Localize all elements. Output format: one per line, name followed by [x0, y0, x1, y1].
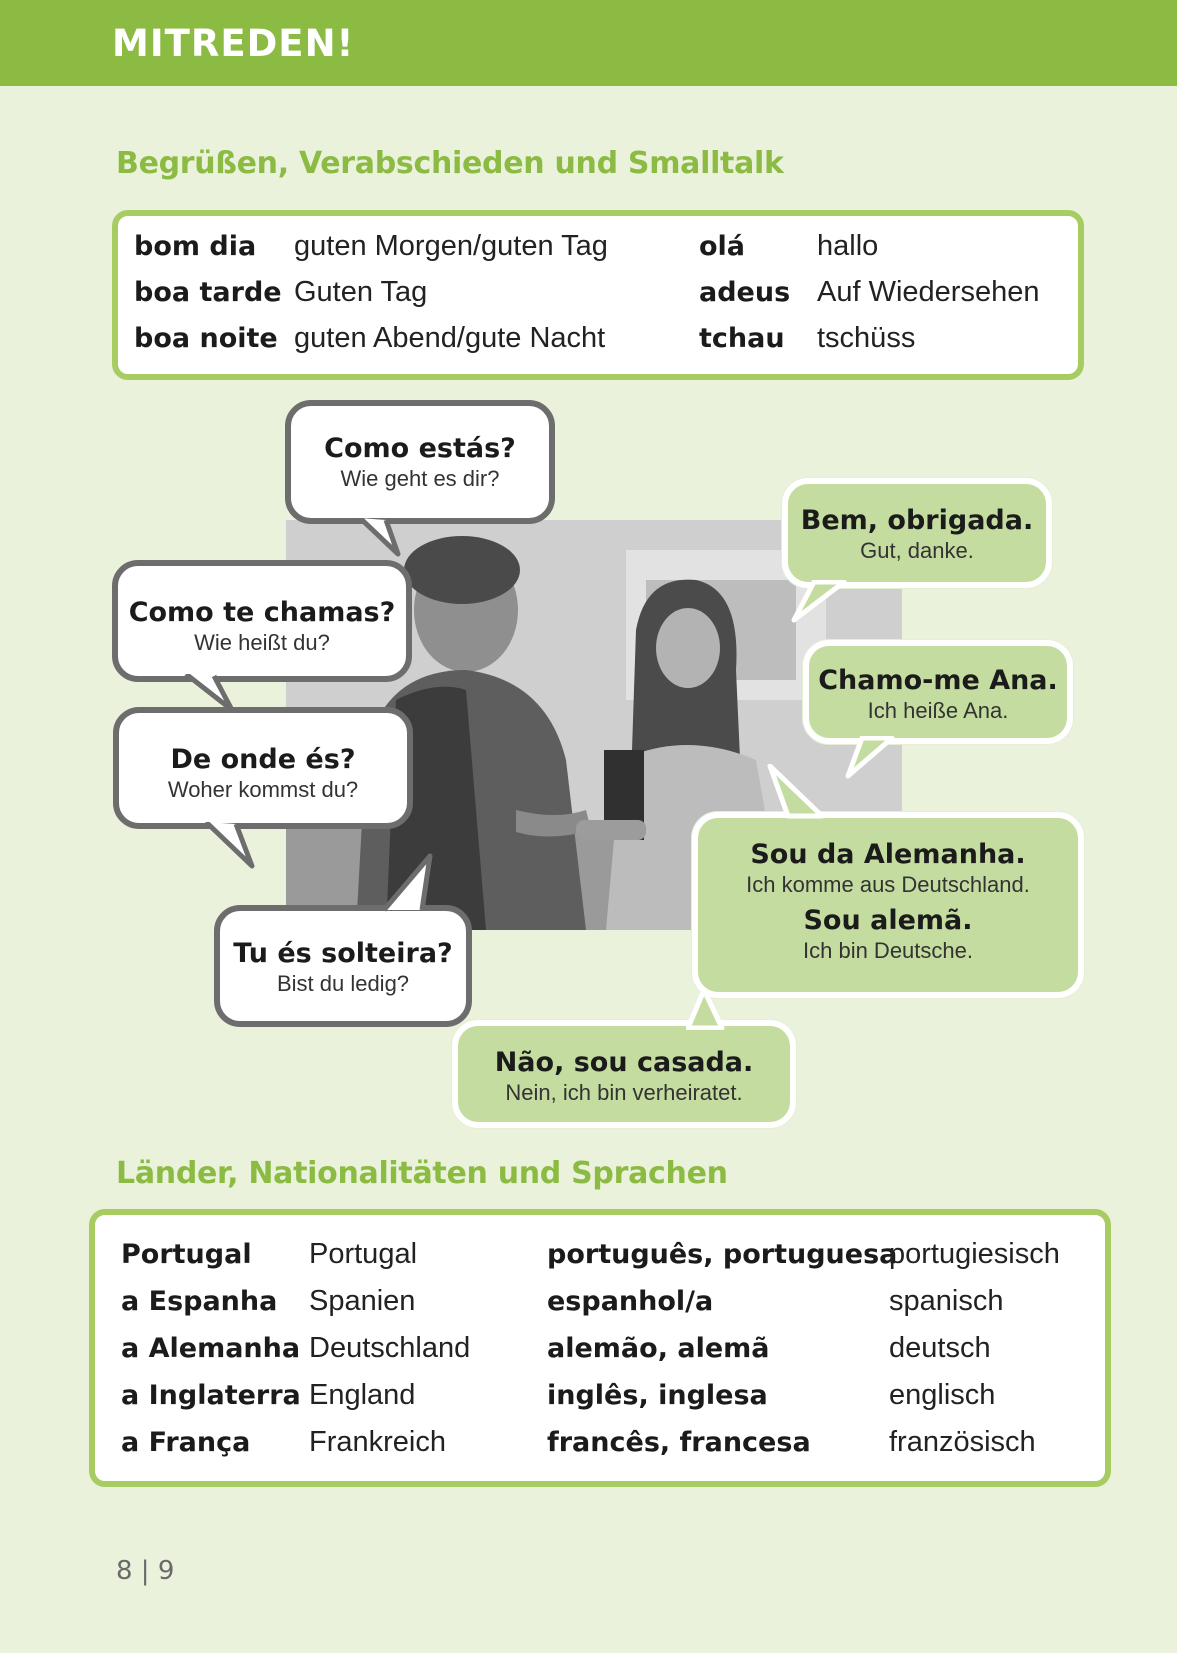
bubble-de-text: Wie heißt du?: [194, 630, 330, 655]
nationality-de: französisch: [889, 1426, 1036, 1458]
speech-bubble-como-estas: [285, 400, 555, 524]
header-bar: [0, 0, 1177, 86]
speech-bubble-alemanha: [692, 812, 1084, 998]
bubble-tail-icon: [378, 852, 438, 912]
bubble-de-text: Ich bin Deutsche.: [803, 938, 973, 963]
nationality-de: portugiesisch: [889, 1238, 1060, 1270]
speech-bubble-chamo-me-ana: [803, 640, 1073, 744]
vocab-pt: bom dia: [134, 231, 257, 262]
nationality-pt: francês, francesa: [547, 1427, 811, 1458]
vocab-pt: olá: [699, 231, 746, 262]
bubble-pt-text: De onde és?: [170, 744, 356, 775]
bubble-pt-text: Sou alemã.: [803, 905, 973, 936]
bubble-pt-text: Como te chamas?: [128, 597, 396, 628]
speech-bubble-casada: [452, 1020, 796, 1128]
bubble-tail-icon: [686, 988, 726, 1030]
section-title-greetings: Begrüßen, Verabschieden und Smalltalk: [116, 146, 784, 181]
bubble-tail-icon: [766, 764, 826, 820]
bubble-pt-text: Tu és solteira?: [233, 938, 453, 969]
country-de: Frankreich: [309, 1426, 446, 1458]
country-pt: Portugal: [121, 1239, 252, 1270]
vocab-pt: boa tarde: [134, 277, 282, 308]
bubble-de-text: Woher kommst du?: [167, 777, 359, 802]
bubble-pt-text: Sou da Alemanha.: [750, 839, 1026, 870]
nationality-pt: inglês, inglesa: [547, 1380, 768, 1411]
countries-vocab-box: [89, 1209, 1111, 1487]
vocab-de: tschüss: [817, 322, 916, 354]
nationality-pt: alemão, alemã: [547, 1333, 770, 1364]
bubble-pt-text: Bem, obrigada.: [800, 505, 1034, 536]
bubble-tail-icon: [790, 580, 850, 624]
country-pt: a Alemanha: [121, 1333, 301, 1364]
bubble-pt-text: Como estás?: [324, 433, 516, 464]
bubble-pt-text: Não, sou casada.: [494, 1047, 754, 1078]
country-pt: a Inglaterra: [121, 1380, 301, 1411]
speech-bubble-de-onde-es: [113, 707, 413, 829]
bubble-de-text: Bist du ledig?: [276, 971, 410, 996]
country-de: Deutschland: [309, 1332, 471, 1364]
vocab-de: Guten Tag: [294, 276, 428, 308]
nationality-pt: espanhol/a: [547, 1286, 714, 1317]
country-de: Spanien: [309, 1285, 416, 1317]
bubble-pt-text: Chamo-me Ana.: [818, 665, 1058, 696]
country-pt: a França: [121, 1427, 251, 1458]
nationality-de: englisch: [889, 1379, 996, 1411]
country-pt: a Espanha: [121, 1286, 278, 1317]
bubble-tail-icon: [200, 822, 260, 870]
greetings-vocab-box: [112, 210, 1084, 380]
speech-bubble-solteira: [214, 905, 472, 1027]
speech-bubble-como-te-chamas: [112, 560, 412, 682]
nationality-de: spanisch: [889, 1285, 1004, 1317]
bubble-de-text: Ich komme aus Deutschland.: [746, 872, 1030, 897]
country-de: Portugal: [309, 1238, 418, 1270]
page-number: 8 | 9: [116, 1556, 175, 1586]
nationality-pt: português, portuguesa: [547, 1239, 898, 1270]
vocab-de: Auf Wiedersehen: [817, 276, 1040, 308]
nationality-de: deutsch: [889, 1332, 991, 1364]
country-de: England: [309, 1379, 416, 1411]
bubble-de-text: Wie geht es dir?: [340, 466, 500, 491]
vocab-pt: boa noite: [134, 323, 278, 354]
bubble-tail-icon: [358, 518, 408, 560]
vocab-de: guten Morgen/guten Tag: [294, 230, 608, 262]
vocab-de: hallo: [817, 230, 879, 262]
speech-bubble-bem-obrigada: [782, 478, 1052, 588]
bubble-tail-icon: [840, 736, 900, 780]
bubble-de-text: Ich heiße Ana.: [867, 698, 1009, 723]
vocab-de: guten Abend/gute Nacht: [294, 322, 606, 354]
bubble-de-text: Nein, ich bin verheiratet.: [505, 1080, 743, 1105]
bubble-de-text: Gut, danke.: [860, 538, 974, 563]
page-header-title: MITREDEN!: [112, 22, 355, 65]
section-title-countries: Länder, Nationalitäten und Sprachen: [116, 1156, 728, 1191]
vocab-pt: tchau: [699, 323, 785, 354]
vocab-pt: adeus: [699, 277, 791, 308]
